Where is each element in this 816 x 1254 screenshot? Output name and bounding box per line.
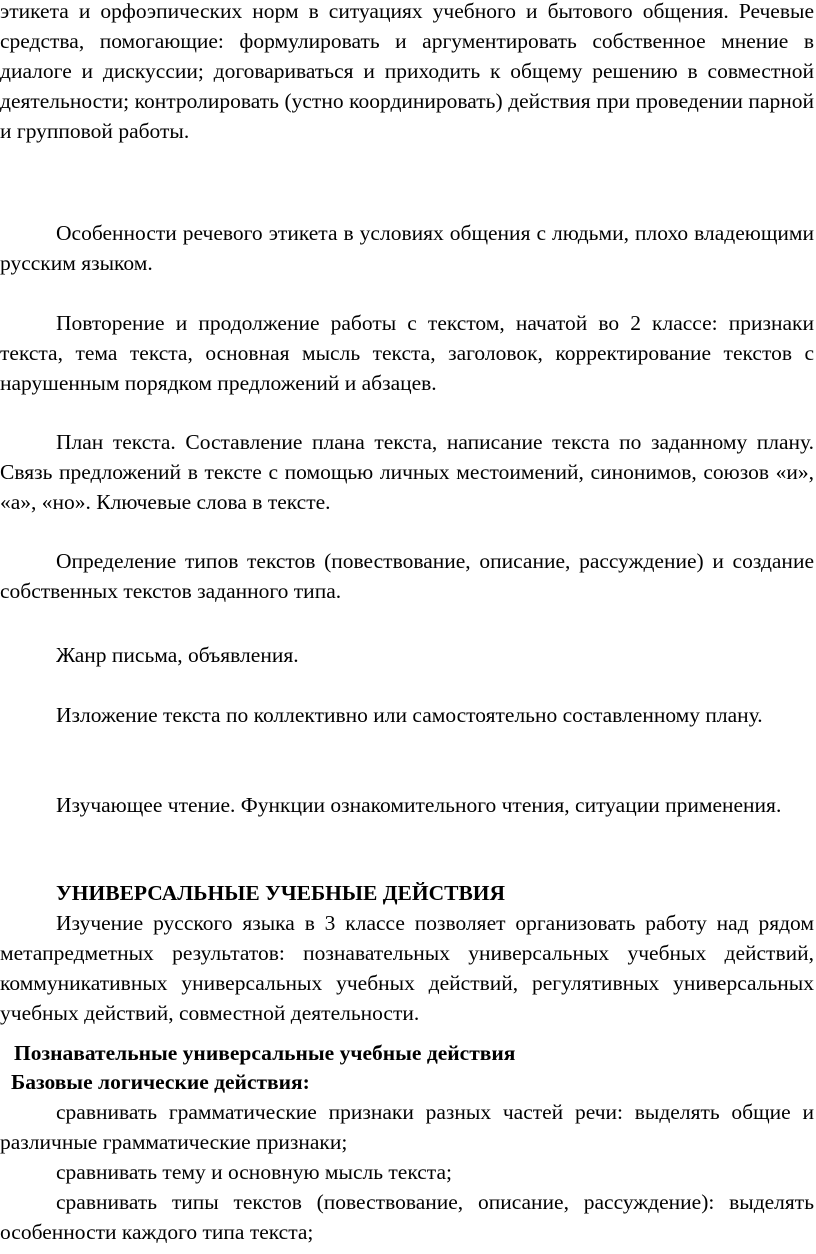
paragraph-text-plan: План текста. Составление плана текста, написание текста по заданному плану. Связь предложений в тексте с помощью личных местоимений, синонимов, союзов «и», «а», «но». Ключевые слова в тексте. — [0, 430, 814, 514]
paragraph-speech-etiquette-continued: этикета и орфоэпических норм в ситуациях учебного и бытового общения. Речевые средства, помогающие: формулировать и аргументировать собственное мнение в диалоге и дискуссии; договариваться и приходить к общему решению в совместной деятельности; контролировать (устно координировать) действия при проведении парной и групповой работы. — [0, 0, 814, 143]
paragraph-study-reading: Изучающее чтение. Функции ознакомительного чтения, ситуации применения. — [56, 793, 782, 817]
list-item: сравнивать тему и основную мысль текста; — [56, 1160, 452, 1184]
paragraph-text-types: Определение типов текстов (повествование, описание, рассуждение) и создание собственных текстов заданного типа. — [0, 549, 814, 603]
paragraph-letter-genre: Жанр письма, объявления. — [56, 643, 299, 667]
subheading-cognitive-actions: Познавательные универсальные учебные действия — [14, 1041, 516, 1065]
paragraph-text-work: Повторение и продолжение работы с текстом, начатой во 2 классе: признаки текста, тема текста, основная мысль текста, заголовок, корректирование текстов с нарушенным порядком предложений и абзацев. — [0, 311, 814, 395]
list-item: сравнивать грамматические признаки разных частей речи: выделять общие и различные грамматические признаки; — [0, 1100, 814, 1154]
paragraph-etiquette-features: Особенности речевого этикета в условиях общения с людьми, плохо владеющими русским языком. — [0, 221, 814, 275]
paragraph-retelling: Изложение текста по коллективно или самостоятельно составленному плану. — [56, 703, 763, 727]
section-title: УНИВЕРСАЛЬНЫЕ УЧЕБНЫЕ ДЕЙСТВИЯ — [56, 881, 506, 905]
subheading-basic-logical-actions: Базовые логические действия: — [11, 1070, 310, 1094]
section-intro: Изучение русского языка в 3 классе позволяет организовать работу над рядом метапредметных результатов: познавательных универсальных учебных действий, коммуникативных универсальных учебных действий, регулятивных универсальных учебных действий, совместной деятельности. — [0, 911, 814, 1025]
list-item: сравнивать типы текстов (повествование, описание, рассуждение): выделять особенности каждого типа текста; — [0, 1190, 814, 1244]
